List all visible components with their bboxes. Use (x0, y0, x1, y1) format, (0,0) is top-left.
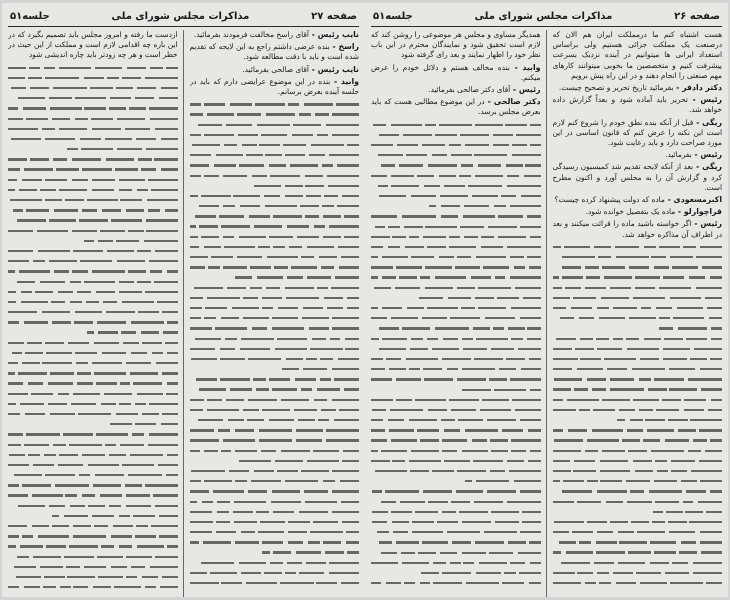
speaker-name: رئیس - (691, 219, 722, 229)
text-line (8, 144, 178, 154)
paragraph (371, 30, 541, 61)
paragraph-text: بنده در این موضوع عرایضی دارم که باید در جلسه آینده بعرض برسانم. (189, 76, 359, 97)
paragraph-text: ماده که دولت پیشنهاد کرده چیست؟ (554, 195, 665, 205)
speaker-name: وابید - (330, 76, 359, 86)
text-line (8, 226, 178, 236)
text-columns (8, 30, 359, 597)
text-line (371, 232, 541, 242)
text-line (553, 374, 723, 384)
text-line (371, 578, 541, 588)
paragraph-text: همدیگر مساوی و مجلس هر موضوعی را روشن کند که لازم است تحقیق شود و نمایندگان محترم در این باب نظر خود را اظهار نمایند و بعد رای گرفته شود (371, 30, 541, 60)
text-line (553, 262, 723, 272)
text-line (190, 140, 360, 150)
text-line (553, 272, 723, 282)
paragraph (190, 42, 360, 62)
text-line (190, 497, 360, 507)
text-line (190, 405, 360, 415)
paragraph (553, 118, 723, 149)
text-line (371, 334, 541, 344)
speaker-name: نایب رئیس - (308, 30, 359, 39)
text-line (553, 334, 723, 344)
text-line (8, 164, 178, 174)
text-line (8, 215, 178, 225)
text-line (190, 262, 360, 272)
column-left (8, 30, 184, 597)
speaker-name: ریگی - (693, 117, 722, 127)
text-line (371, 323, 541, 333)
text-line (190, 323, 360, 333)
text-line (8, 256, 178, 266)
text-line (8, 582, 178, 592)
text-line (371, 497, 541, 507)
column-right (553, 30, 723, 597)
text-line (553, 466, 723, 476)
text-line (8, 297, 178, 307)
text-line (371, 130, 541, 140)
text-line (553, 507, 723, 517)
text-line (371, 222, 541, 232)
text-line (8, 83, 178, 93)
text-line (8, 358, 178, 368)
text-line (8, 317, 178, 327)
text-line (190, 181, 360, 191)
text-line (190, 537, 360, 547)
text-line (190, 283, 360, 293)
text-line (553, 364, 723, 374)
text-line (371, 466, 541, 476)
text-line (371, 405, 541, 415)
text-line (8, 73, 178, 83)
text-line (8, 134, 178, 144)
text-line (371, 181, 541, 191)
text-line (8, 460, 178, 470)
text-line (8, 419, 178, 429)
text-line (553, 283, 723, 293)
text-line (553, 415, 723, 425)
text-line (190, 171, 360, 181)
text-line (371, 211, 541, 221)
text-line (190, 425, 360, 435)
speaker-name: رئیس - (510, 85, 541, 95)
paragraph-text: بنده مخالف هستم و دلائل خودم را عرض میکنم. (371, 62, 541, 82)
text-line (8, 348, 178, 358)
text-line (371, 527, 541, 537)
paragraph-text: هست اشتباه کنم ما درمملکت ایران هم الان که درصنعت یک مملکت جزائی هستیم ولی براساس استعداد ایرانی ها میتوانیم در آینده نزدیک بسرعت پیشرفت کنیم و متخصصین ما بخوبی میتوانند کارهای مهم صنعتی را انجام دهند و در این راه پیش برویم (552, 30, 722, 80)
text-line (371, 160, 541, 170)
text-line (8, 562, 178, 572)
text-line (190, 384, 360, 394)
text-line (190, 364, 360, 374)
text-line (371, 558, 541, 568)
text-line (8, 541, 178, 551)
text-line (190, 578, 360, 588)
paragraph (371, 85, 541, 95)
text-line (371, 313, 541, 323)
text-line (8, 389, 178, 399)
text-line (190, 568, 360, 578)
paragraph (190, 77, 360, 97)
text-line (371, 395, 541, 405)
text-line (8, 277, 178, 287)
speaker-name: رئیس - (687, 95, 722, 105)
paragraph (190, 65, 360, 75)
text-line (8, 63, 178, 73)
text-line (8, 307, 178, 317)
text-line (190, 303, 360, 313)
text-line (553, 252, 723, 262)
text-line (8, 378, 178, 388)
text-line (190, 415, 360, 425)
text-line (553, 476, 723, 486)
text-line (371, 242, 541, 252)
text-line (190, 201, 360, 211)
text-line (190, 456, 360, 466)
paragraph (371, 97, 541, 117)
text-line (190, 395, 360, 405)
page-header (371, 7, 722, 27)
page-26 (365, 3, 728, 597)
paragraph-text: آقای دکتر صالحی بفرمائید. (428, 85, 511, 95)
text-line (371, 283, 541, 293)
text-line (190, 99, 360, 109)
text-line (553, 578, 723, 588)
text-line (190, 252, 360, 262)
text-line (553, 486, 723, 496)
text-line (190, 191, 360, 201)
text-line (8, 501, 178, 511)
text-line (190, 558, 360, 568)
text-line (8, 409, 178, 419)
text-line (8, 103, 178, 113)
text-line (553, 547, 723, 557)
paragraph-text: ازدست ما رفته و امروز مجلس باید تصمیم بگیرد که در این باره چه اقدامی لازم است و مملکت از این حیث در خطر است و هر چه زودتر باید چاره اندیشی شود (8, 30, 178, 60)
paragraph (553, 150, 723, 160)
text-line (190, 354, 360, 364)
page-27 (2, 3, 365, 597)
text-line (8, 552, 178, 562)
text-line (371, 537, 541, 547)
text-line (190, 476, 360, 486)
text-line (553, 303, 723, 313)
text-line (371, 476, 541, 486)
text-line (371, 354, 541, 364)
paragraph (371, 63, 541, 83)
text-line (190, 547, 360, 557)
speaker-name: وابید - (509, 62, 541, 72)
column-left (371, 30, 547, 597)
text-line (371, 548, 541, 558)
text-line (553, 313, 723, 323)
paragraph-text: بفرمائید تاریخ تحریر و تصحیح چیست. (558, 83, 674, 93)
text-line (553, 242, 723, 252)
text-line (371, 517, 541, 527)
text-line (553, 344, 723, 354)
text-line (190, 334, 360, 344)
text-line (8, 154, 178, 164)
text-line (8, 246, 178, 256)
speaker-name: فراچوارلو - (675, 207, 722, 217)
text-line (371, 191, 541, 201)
speaker-name: نایب رئیس - (308, 64, 359, 74)
page-number: صفحه ۲۶ (674, 10, 720, 22)
text-line (8, 327, 178, 337)
text-line (371, 486, 541, 496)
speaker-name: رئیس - (691, 150, 722, 160)
text-line (190, 150, 360, 160)
paragraph (553, 83, 723, 93)
text-line (8, 511, 178, 521)
text-line (371, 568, 541, 578)
text-line (371, 201, 541, 211)
text-line (371, 140, 541, 150)
text-line (371, 374, 541, 384)
text-line (8, 440, 178, 450)
text-line (371, 507, 541, 517)
text-line (190, 242, 360, 252)
text-line (190, 374, 360, 384)
text-line (8, 236, 178, 246)
paragraph (553, 207, 723, 217)
text-line (553, 323, 723, 333)
text-line (190, 293, 360, 303)
paragraph (8, 30, 178, 61)
text-line (8, 287, 178, 297)
text-line (8, 266, 178, 276)
session-number: جلسه۵۱ (373, 10, 413, 22)
text-line (8, 114, 178, 124)
text-line (8, 490, 178, 500)
text-line (371, 385, 541, 395)
paragraph-text: بنده عرضی داشتم راجع به این لایحه که تقدیم شده است و باید با دقت مطالعه شود. (189, 42, 359, 62)
text-line (190, 466, 360, 476)
running-title: مذاکرات مجلس شورای ملی (111, 10, 250, 22)
text-line (8, 572, 178, 582)
text-line (190, 527, 360, 537)
text-line (190, 435, 360, 445)
text-line (190, 120, 360, 130)
text-line (8, 93, 178, 103)
text-line (371, 446, 541, 456)
text-line (8, 450, 178, 460)
text-line (8, 480, 178, 490)
paragraph (553, 195, 723, 205)
text-line (8, 205, 178, 215)
text-line (8, 338, 178, 348)
text-line (371, 435, 541, 445)
page-number: صفحه ۲۷ (311, 10, 357, 22)
paragraph (553, 30, 723, 81)
text-line (8, 185, 178, 195)
text-line (553, 527, 723, 537)
paragraph (190, 30, 360, 40)
text-line (190, 160, 360, 170)
text-line (553, 456, 723, 466)
text-line (553, 537, 723, 547)
text-line (553, 446, 723, 456)
paragraph (553, 219, 723, 239)
text-line (371, 425, 541, 435)
paragraph (553, 162, 723, 193)
text-line (371, 415, 541, 425)
text-line (190, 486, 360, 496)
text-line (190, 211, 360, 221)
paragraph-text: ماده یک بتفصیل خوانده شود. (585, 207, 676, 217)
text-line (553, 558, 723, 568)
text-line (190, 344, 360, 354)
text-line (371, 252, 541, 262)
text-line (553, 435, 723, 445)
text-line (371, 120, 541, 130)
paragraph-text: در این موضوع مطالبی هست که باید بعرض مجلس برسد. (371, 97, 541, 117)
text-line (8, 195, 178, 205)
paragraph-text: آقای صالحی بفرمائید. (242, 64, 309, 74)
text-line (190, 272, 360, 282)
text-line (553, 517, 723, 527)
text-line (8, 470, 178, 480)
text-line (8, 124, 178, 134)
text-line (8, 175, 178, 185)
session-number: جلسه۵۱ (10, 10, 50, 22)
running-title: مذاکرات مجلس شورای ملی (474, 10, 613, 22)
text-line (371, 303, 541, 313)
paragraph-text: تحریر باید آماده شود و بعداً گزارش داده خواهد شد. (552, 95, 722, 115)
text-line (190, 232, 360, 242)
paragraph-text: اگر خواسته باشید ماده را قرائت میکنند و بعد در اطراف آن مذاکره خواهد شد. (552, 219, 722, 239)
text-line (553, 384, 723, 394)
text-line (190, 221, 360, 231)
text-line (8, 399, 178, 409)
text-line (190, 130, 360, 140)
text-line (190, 446, 360, 456)
speaker-name: اکبرمسعودی - (664, 195, 722, 205)
speaker-name: راسخ - (329, 42, 359, 52)
speaker-name: ریگی - (693, 162, 722, 172)
text-columns (371, 30, 722, 597)
text-line (8, 531, 178, 541)
text-line (8, 521, 178, 531)
text-line (553, 568, 723, 578)
text-line (371, 364, 541, 374)
paragraph-text: قبل از آنکه بنده نطق خودم را شروع کنم لازم است این نکته را عرض کنم که قانون اساسی در این مورد صراحت دارد و باید رعایت شود. (552, 117, 722, 148)
page-header (8, 7, 359, 27)
text-line (8, 368, 178, 378)
paragraph-text: بفرمائید. (665, 150, 692, 160)
text-line (190, 313, 360, 323)
text-line (553, 497, 723, 507)
text-line (371, 150, 541, 160)
text-line (371, 171, 541, 181)
text-line (553, 354, 723, 364)
paragraph (553, 95, 723, 115)
text-line (371, 344, 541, 354)
column-right (190, 30, 360, 597)
text-line (371, 456, 541, 466)
speaker-name: دکتر دادفر - (673, 83, 722, 93)
text-line (190, 109, 360, 119)
text-line (553, 425, 723, 435)
text-line (371, 293, 541, 303)
speaker-name: دکتر صالحی - (484, 97, 541, 107)
paragraph-text: آقای راسخ مخالفت فرمودند بفرمائید. (193, 30, 309, 39)
text-line (553, 395, 723, 405)
text-line (553, 405, 723, 415)
text-line (371, 262, 541, 272)
paragraph-text: بعد از آنکه لایحه تقدیم شد کمیسیون رسیدگی کرد و گزارش آن را به مجلس آورد و اکنون مطرح است. (552, 162, 722, 192)
text-line (8, 429, 178, 439)
text-line (371, 272, 541, 282)
text-line (190, 507, 360, 517)
text-line (553, 293, 723, 303)
text-line (190, 517, 360, 527)
